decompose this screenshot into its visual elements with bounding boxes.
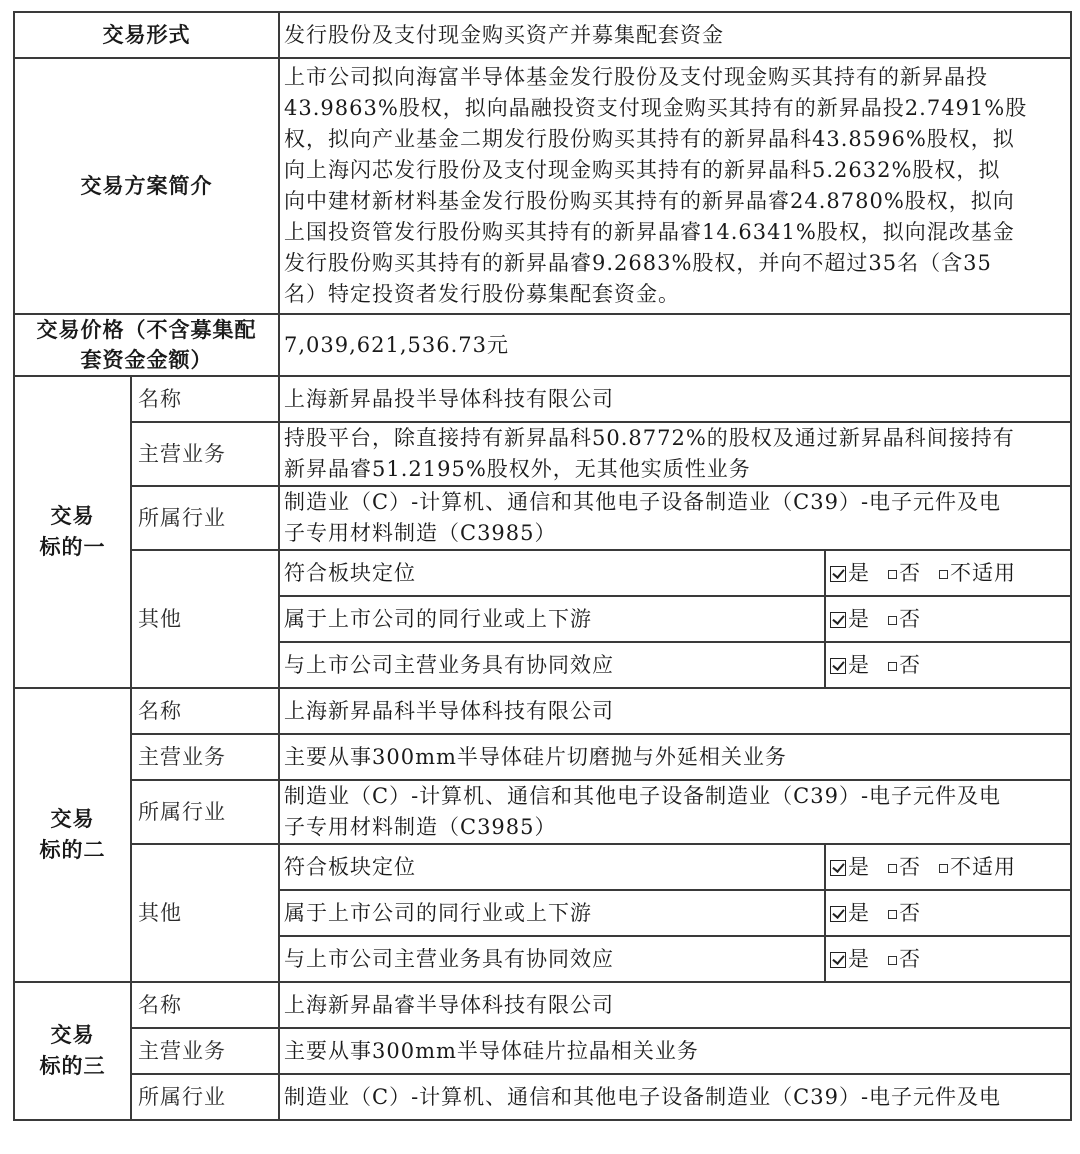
check-item-label: 符合板块定位 bbox=[279, 844, 825, 890]
plan-line: 43.9863%股权，拟向晶融投资支付现金购买其持有的新昇晶投2.7491%股 bbox=[284, 96, 1028, 120]
check-item-label: 与上市公司主营业务具有协同效应 bbox=[279, 642, 825, 688]
option-unchecked[interactable] bbox=[939, 855, 1016, 879]
plan-line: 名）特定投资者发行股份募集配套资金。 bbox=[284, 282, 680, 306]
industry-line: 制造业（C）-计算机、通信和其他电子设备制造业（C39）-电子元件及电 bbox=[284, 784, 1002, 808]
option-label: 不适用 bbox=[950, 854, 1016, 879]
unchecked-box-icon[interactable] bbox=[888, 956, 897, 965]
checked-box-icon[interactable] bbox=[830, 612, 846, 628]
checked-box-icon[interactable] bbox=[830, 860, 846, 876]
row-transaction-form bbox=[14, 12, 1071, 58]
target-2-name-row bbox=[14, 688, 1071, 734]
field-label-other: 其他 bbox=[131, 844, 279, 982]
option-label: 是 bbox=[848, 606, 870, 631]
field-label-business: 主营业务 bbox=[131, 422, 279, 486]
field-label-industry: 所属行业 bbox=[131, 486, 279, 550]
option-checked[interactable] bbox=[830, 653, 870, 677]
option-unchecked[interactable] bbox=[888, 901, 921, 925]
option-unchecked[interactable] bbox=[888, 653, 921, 677]
price-label-line: 交易价格（不含募集配 bbox=[36, 318, 257, 342]
target-1-name-row bbox=[14, 376, 1071, 422]
target-group-label bbox=[14, 688, 131, 982]
field-value-business bbox=[279, 734, 1071, 780]
option-unchecked[interactable] bbox=[939, 561, 1016, 585]
field-label-name: 名称 bbox=[131, 982, 279, 1028]
field-value-name: 上海新昇晶科半导体科技有限公司 bbox=[279, 688, 1071, 734]
target-2-business-row bbox=[14, 734, 1071, 780]
option-checked[interactable] bbox=[830, 947, 870, 971]
value-transaction-form: 发行股份及支付现金购买资产并募集配套资金 bbox=[279, 12, 1071, 58]
field-label-industry: 所属行业 bbox=[131, 780, 279, 844]
check-options bbox=[825, 550, 1071, 596]
group-label-line: 标的二 bbox=[39, 838, 106, 862]
field-value-industry bbox=[279, 1074, 1071, 1120]
target-group-label bbox=[14, 982, 131, 1120]
plan-line: 向中建材新材料基金发行股份购买其持有的新昇晶睿24.8780%股权，拟向 bbox=[284, 189, 1015, 213]
option-checked[interactable] bbox=[830, 855, 870, 879]
check-options bbox=[825, 844, 1071, 890]
row-transaction-plan bbox=[14, 58, 1071, 314]
option-label: 是 bbox=[848, 560, 870, 585]
label-transaction-price bbox=[14, 314, 279, 376]
option-label: 是 bbox=[848, 946, 870, 971]
field-label-name: 名称 bbox=[131, 376, 279, 422]
check-item-label: 与上市公司主营业务具有协同效应 bbox=[279, 936, 825, 982]
business-line: 主要从事300mm半导体硅片切磨抛与外延相关业务 bbox=[284, 744, 787, 769]
label-transaction-form: 交易形式 bbox=[14, 12, 279, 58]
group-label-line: 交易 bbox=[50, 807, 95, 831]
business-line: 主要从事300mm半导体硅片拉晶相关业务 bbox=[284, 1038, 699, 1063]
target-1-industry-row bbox=[14, 486, 1071, 550]
option-unchecked[interactable] bbox=[888, 947, 921, 971]
checked-box-icon[interactable] bbox=[830, 952, 846, 968]
option-unchecked[interactable] bbox=[888, 607, 921, 631]
unchecked-box-icon[interactable] bbox=[888, 616, 897, 625]
target-1-check-row bbox=[14, 550, 1071, 596]
option-checked[interactable] bbox=[830, 901, 870, 925]
checked-box-icon[interactable] bbox=[830, 658, 846, 674]
field-value-business bbox=[279, 1028, 1071, 1074]
option-label: 否 bbox=[899, 560, 921, 585]
plan-line: 上国投资管发行股份购买其持有的新昇晶睿14.6341%股权，拟向混改基金 bbox=[284, 220, 1015, 244]
field-label-business: 主营业务 bbox=[131, 734, 279, 780]
group-label-line: 交易 bbox=[50, 1023, 95, 1047]
field-value-industry bbox=[279, 486, 1071, 550]
option-checked[interactable] bbox=[830, 561, 870, 585]
field-value-name: 上海新昇晶睿半导体科技有限公司 bbox=[279, 982, 1071, 1028]
option-checked[interactable] bbox=[830, 607, 870, 631]
check-options bbox=[825, 642, 1071, 688]
field-label-industry: 所属行业 bbox=[131, 1074, 279, 1120]
value-transaction-price: 7,039,621,536.73元 bbox=[279, 314, 1071, 376]
option-label: 否 bbox=[899, 652, 921, 677]
check-options bbox=[825, 596, 1071, 642]
field-label-business: 主营业务 bbox=[131, 1028, 279, 1074]
option-label: 否 bbox=[899, 900, 921, 925]
unchecked-box-icon[interactable] bbox=[888, 864, 897, 873]
price-label-line: 套资金金额） bbox=[80, 348, 213, 372]
unchecked-box-icon[interactable] bbox=[888, 570, 897, 579]
business-line: 新昇晶睿51.2195%股权外，无其他实质性业务 bbox=[284, 457, 751, 481]
checked-box-icon[interactable] bbox=[830, 906, 846, 922]
industry-line: 制造业（C）-计算机、通信和其他电子设备制造业（C39）-电子元件及电 bbox=[284, 490, 1002, 514]
target-1-business-row bbox=[14, 422, 1071, 486]
group-label-line: 交易 bbox=[50, 504, 95, 528]
field-label-name: 名称 bbox=[131, 688, 279, 734]
option-label: 否 bbox=[899, 854, 921, 879]
target-3-business-row bbox=[14, 1028, 1071, 1074]
field-value-business bbox=[279, 422, 1071, 486]
transaction-summary-table bbox=[13, 11, 1072, 1121]
option-label: 不适用 bbox=[950, 560, 1016, 585]
option-label: 是 bbox=[848, 900, 870, 925]
unchecked-box-icon[interactable] bbox=[888, 662, 897, 671]
check-item-label: 属于上市公司的同行业或上下游 bbox=[279, 890, 825, 936]
plan-line: 权，拟向产业基金二期发行股份购买其持有的新昇晶科43.8596%股权，拟 bbox=[284, 127, 1015, 151]
check-item-label: 符合板块定位 bbox=[279, 550, 825, 596]
field-label-other: 其他 bbox=[131, 550, 279, 688]
check-item-label: 属于上市公司的同行业或上下游 bbox=[279, 596, 825, 642]
field-value-industry bbox=[279, 780, 1071, 844]
target-2-check-row bbox=[14, 844, 1071, 890]
value-transaction-plan bbox=[279, 58, 1071, 314]
target-3-name-row bbox=[14, 982, 1071, 1028]
industry-line: 子专用材料制造（C3985） bbox=[284, 521, 557, 545]
option-label: 否 bbox=[899, 606, 921, 631]
plan-line: 上市公司拟向海富半导体基金发行股份及支付现金购买其持有的新昇晶投 bbox=[284, 65, 988, 89]
option-label: 是 bbox=[848, 854, 870, 879]
plan-line: 向上海闪芯发行股份及支付现金购买其持有的新昇晶科5.2632%股权，拟 bbox=[284, 158, 1001, 182]
field-value-name: 上海新昇晶投半导体科技有限公司 bbox=[279, 376, 1071, 422]
target-3-industry-row bbox=[14, 1074, 1071, 1120]
plan-line: 发行股份购买其持有的新昇晶睿9.2683%股权，并向不超过35名（含35 bbox=[284, 251, 992, 275]
option-unchecked[interactable] bbox=[888, 561, 921, 585]
industry-line: 制造业（C）-计算机、通信和其他电子设备制造业（C39）-电子元件及电 bbox=[284, 1084, 1002, 1109]
target-group-label bbox=[14, 376, 131, 688]
group-label-line: 标的一 bbox=[39, 535, 106, 559]
unchecked-box-icon[interactable] bbox=[888, 910, 897, 919]
label-transaction-plan: 交易方案简介 bbox=[14, 58, 279, 314]
unchecked-box-icon[interactable] bbox=[939, 570, 948, 579]
unchecked-box-icon[interactable] bbox=[939, 864, 948, 873]
row-transaction-price bbox=[14, 314, 1071, 376]
checked-box-icon[interactable] bbox=[830, 566, 846, 582]
business-line: 持股平台，除直接持有新昇晶科50.8772%的股权及通过新昇晶科间接持有 bbox=[284, 426, 1015, 450]
group-label-line: 标的三 bbox=[39, 1054, 106, 1078]
target-2-industry-row bbox=[14, 780, 1071, 844]
industry-line: 子专用材料制造（C3985） bbox=[284, 815, 557, 839]
option-label: 是 bbox=[848, 652, 870, 677]
option-label: 否 bbox=[899, 946, 921, 971]
check-options bbox=[825, 890, 1071, 936]
check-options bbox=[825, 936, 1071, 982]
option-unchecked[interactable] bbox=[888, 855, 921, 879]
